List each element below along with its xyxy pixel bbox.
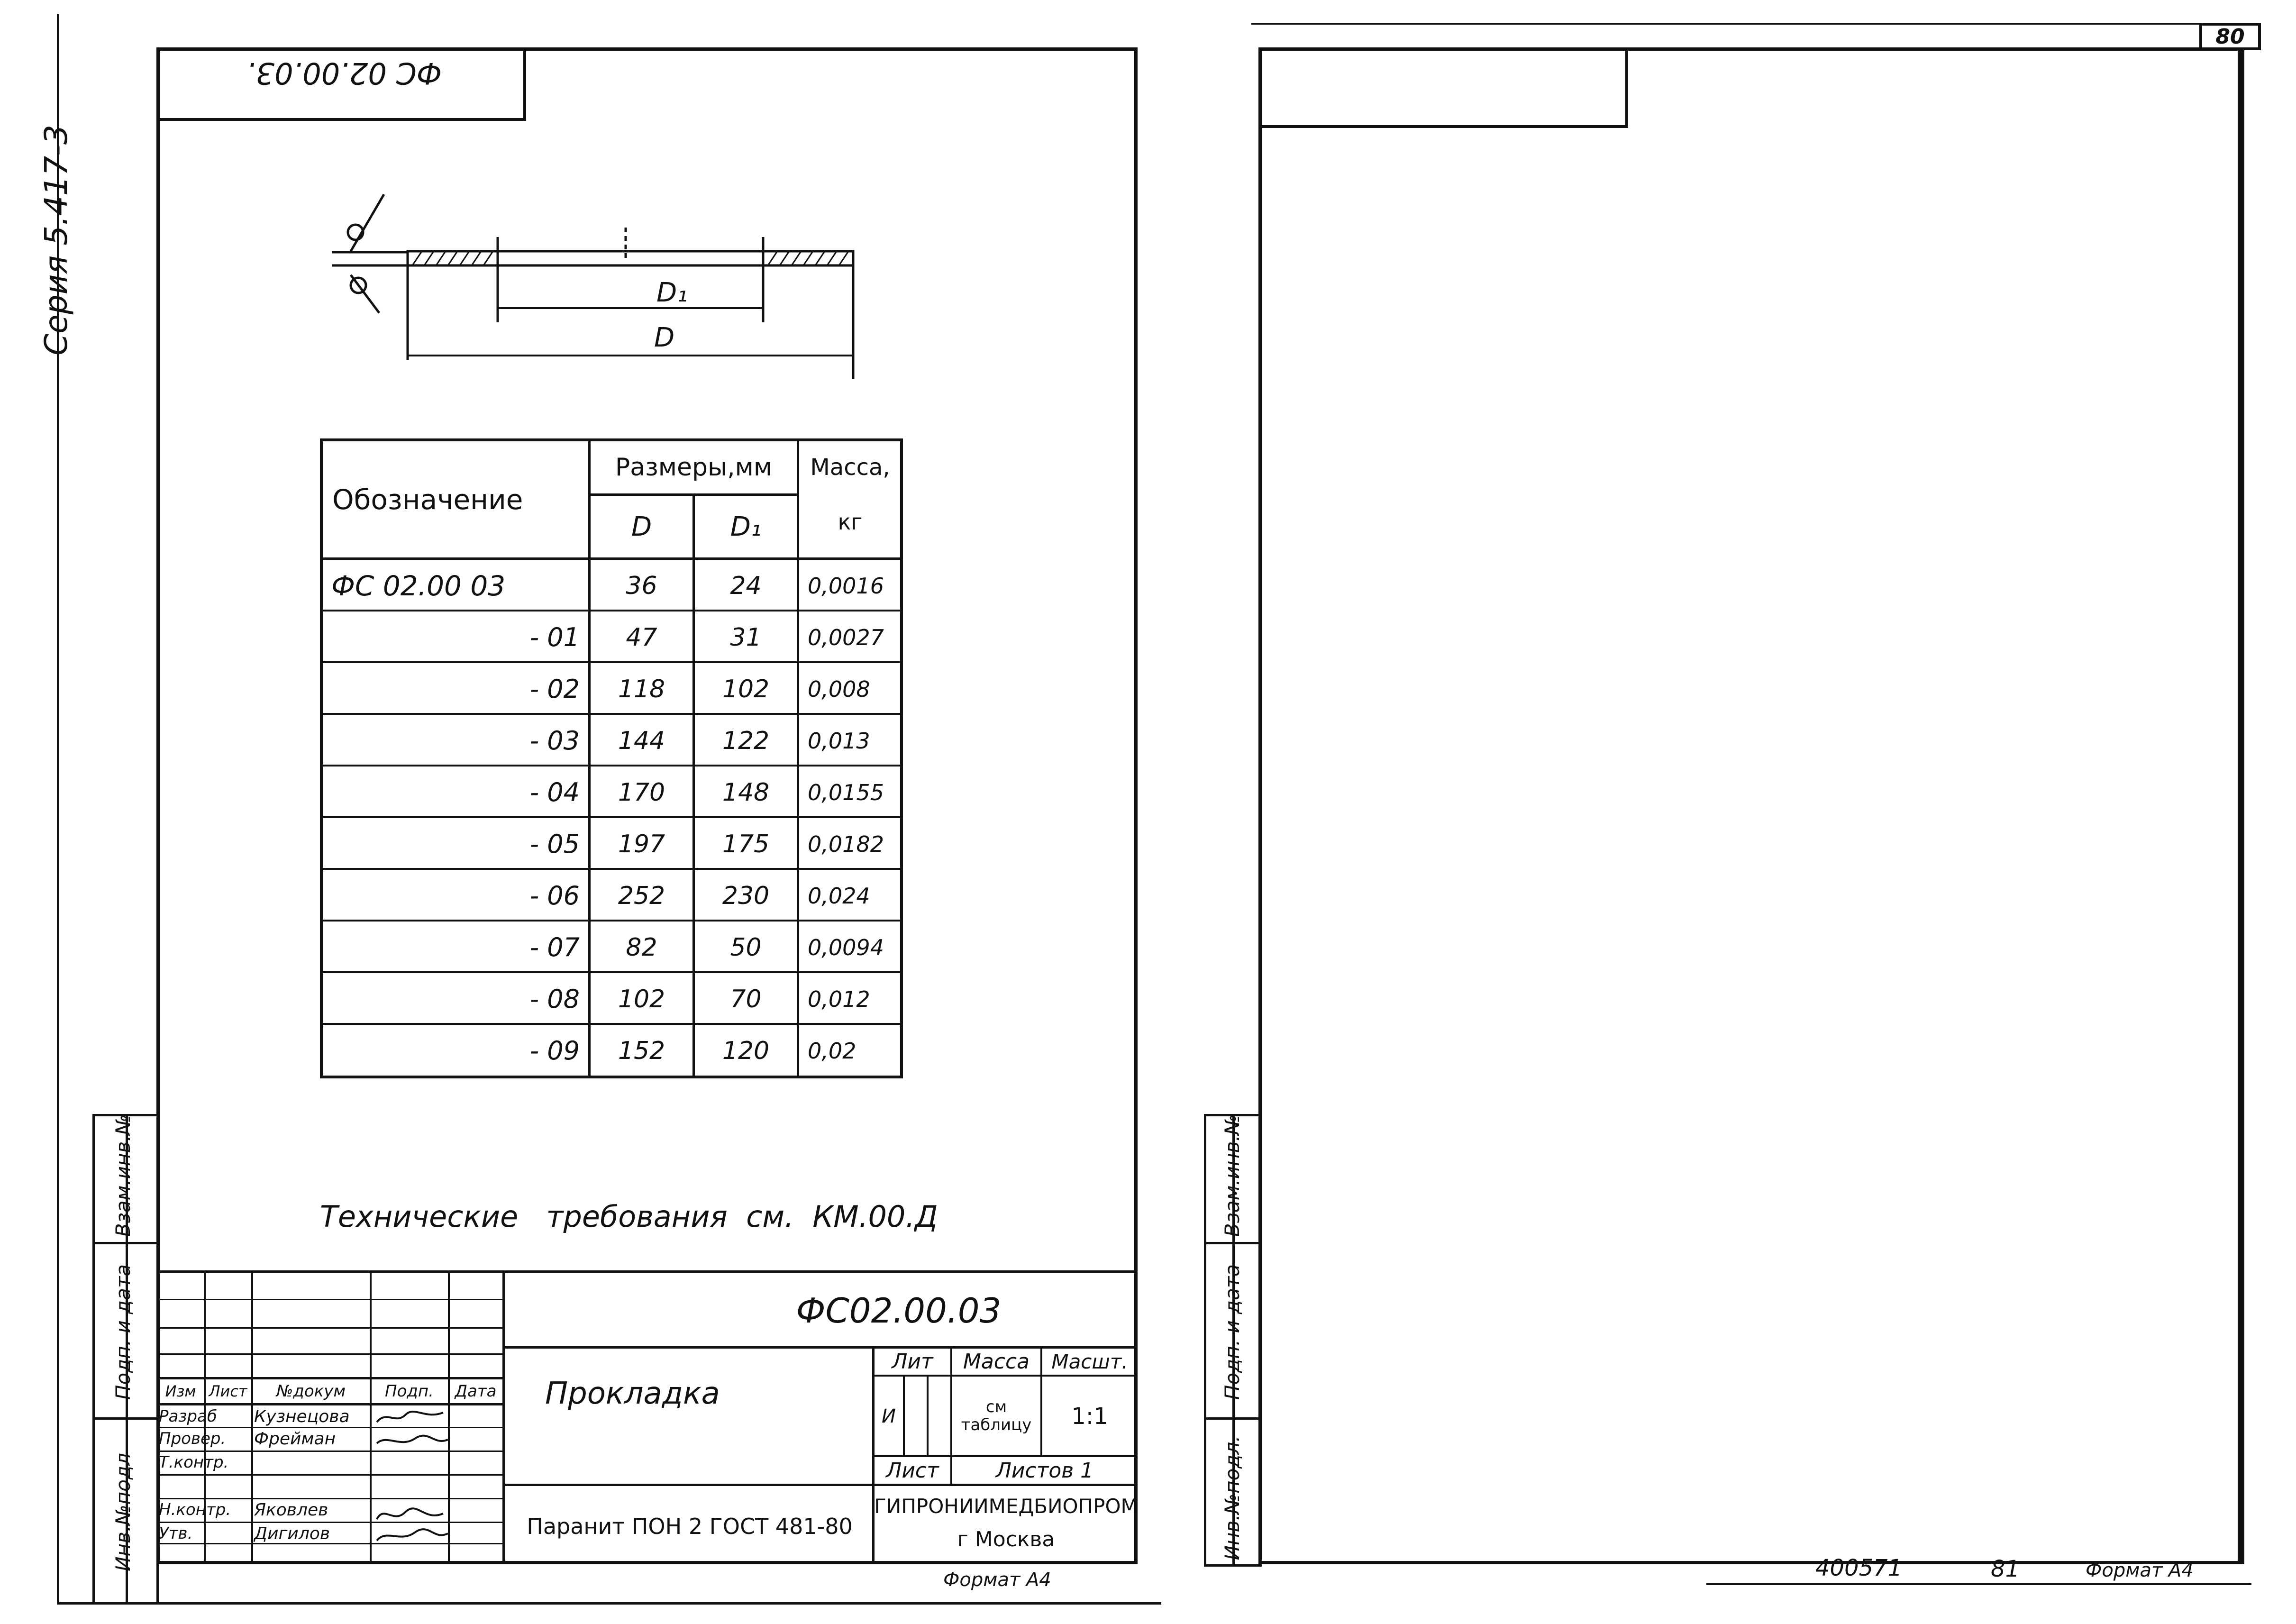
- cell-designation: - 01: [529, 622, 580, 652]
- role-label: Провер.: [159, 1429, 226, 1448]
- cell-d: 118: [618, 675, 665, 703]
- tb-city: г Москва: [957, 1527, 1055, 1551]
- col-header-date: Дата: [455, 1382, 497, 1401]
- role-label: Утв.: [159, 1524, 193, 1543]
- side-label-sign-date: Подп. и дата: [111, 1264, 135, 1400]
- header-d1: D₁: [730, 511, 762, 542]
- top-stamp-text: ФС 02.00.03.: [246, 56, 442, 91]
- cell-mass: 0,0094: [808, 934, 884, 960]
- left-format: Формат А4: [943, 1569, 1051, 1591]
- hatching: [412, 251, 848, 265]
- cell-mass: 0,013: [808, 728, 870, 754]
- cell-designation: - 08: [529, 984, 580, 1014]
- cell-mass: 0,008: [808, 676, 870, 702]
- cell-d: 144: [618, 726, 665, 755]
- tech-requirements: Технические требования см. КМ.00.Д: [320, 1199, 938, 1234]
- table-row: [323, 973, 901, 1025]
- table-row: [323, 663, 901, 715]
- right-stamp-box: [1258, 47, 1628, 128]
- col-header-sign: Подп.: [385, 1382, 434, 1401]
- side-label-inv-orig: Инв.№подл: [111, 1453, 135, 1571]
- cell-designation: ФС 02.00 03: [331, 569, 506, 602]
- cell-designation: - 09: [529, 1036, 580, 1066]
- cell-d1: 70: [730, 985, 762, 1013]
- right-inner-frame: [1258, 47, 2244, 1564]
- col-header-list: Лист: [209, 1382, 247, 1400]
- cell-mass: 0,02: [808, 1038, 856, 1064]
- cell-mass: 0,0027: [808, 624, 884, 650]
- cell-d: 152: [618, 1036, 665, 1065]
- cell-d: 252: [618, 881, 665, 910]
- cell-d1: 148: [722, 778, 770, 807]
- col-header-doc: №докум: [276, 1382, 346, 1401]
- cell-d1: 50: [730, 933, 762, 962]
- cell-mass: 0,0016: [808, 573, 884, 599]
- tb-mass-header: Масса: [963, 1350, 1030, 1374]
- cell-d1: 175: [722, 830, 770, 858]
- cell-d: 47: [626, 623, 657, 652]
- table-row: [323, 1025, 901, 1077]
- role-label: [159, 1475, 251, 1497]
- table-row: [323, 870, 901, 921]
- cell-d1: 102: [722, 675, 770, 703]
- role-name: Фрейман: [254, 1429, 336, 1449]
- table-row: [323, 921, 901, 973]
- cell-d1: 120: [722, 1036, 770, 1065]
- cell-mass: 0,0182: [808, 831, 884, 857]
- cell-d: 82: [626, 933, 657, 962]
- tb-sheets-label: Листов 1: [995, 1458, 1094, 1483]
- tb-material: Паранит ПОН 2 ГОСТ 481-80: [527, 1514, 853, 1539]
- header-mass-unit: кг: [838, 509, 863, 535]
- footer-code: 400571: [1815, 1555, 1903, 1581]
- cell-designation: - 07: [529, 932, 580, 962]
- cell-d: 197: [618, 830, 665, 858]
- cell-designation: - 03: [529, 726, 580, 756]
- tb-scale-value: 1:1: [1071, 1403, 1108, 1430]
- table-row: [323, 560, 901, 611]
- signatures: [372, 1405, 453, 1548]
- tb-sheet-label: Лист: [886, 1458, 939, 1483]
- series-label: Серия 5.417-3: [38, 125, 74, 356]
- cell-mass: 0,0155: [808, 779, 884, 805]
- tb-mass-value: см таблицу: [961, 1397, 1032, 1434]
- role-label: Разраб: [159, 1407, 217, 1426]
- footer-page: 81: [1991, 1556, 2020, 1582]
- header-d: D: [631, 511, 652, 542]
- dim-lines: [408, 308, 853, 356]
- page-number: 80: [2215, 24, 2245, 49]
- cell-designation: - 04: [529, 777, 580, 807]
- side-label-inv-replace: Взам.инв.№: [111, 1114, 135, 1237]
- header-designation: Обозначение: [332, 483, 523, 516]
- header-sizes: Размеры,мм: [615, 453, 773, 482]
- right-side-label-inv-orig: Инв.№подл.: [1221, 1435, 1244, 1560]
- cell-d1: 24: [730, 571, 762, 600]
- gasket-drawing: [322, 180, 867, 389]
- role-name: [254, 1475, 370, 1497]
- table-row: [323, 715, 901, 766]
- role-name: [254, 1451, 370, 1473]
- tb-name: Прокладка: [545, 1376, 720, 1411]
- cell-designation: - 06: [529, 881, 580, 911]
- header-mass: Масса,: [810, 454, 890, 481]
- tb-scale-header: Масшт.: [1051, 1350, 1128, 1373]
- role-name: Яковлев: [254, 1500, 328, 1520]
- cell-designation: - 05: [529, 829, 580, 859]
- right-format: Формат А4: [2086, 1560, 2194, 1581]
- roughness-mark: [348, 194, 384, 313]
- col-header-izm: Изм: [165, 1382, 196, 1400]
- role-name: Дигилов: [254, 1524, 330, 1543]
- cell-d1: 31: [730, 623, 762, 652]
- right-side-label-inv-replace: Взам.инв.№: [1221, 1114, 1244, 1237]
- cell-d: 170: [618, 778, 665, 807]
- dim-label-d1: D₁: [656, 277, 688, 308]
- tb-designation: ФС02.00.03: [796, 1291, 1002, 1331]
- cell-d: 102: [618, 985, 665, 1013]
- tb-lit-value: И: [882, 1405, 896, 1427]
- tb-org: ГИПРОНИИМЕДБИОПРОМ: [874, 1495, 1138, 1518]
- role-name: Кузнецова: [254, 1406, 350, 1426]
- tb-lit-header: Лит: [892, 1350, 933, 1374]
- cell-d1: 230: [722, 881, 770, 910]
- table-row: [323, 611, 901, 663]
- dim-label-d: D: [654, 322, 675, 353]
- table-row: [323, 766, 901, 818]
- table-row: [323, 818, 901, 870]
- cell-d1: 122: [722, 726, 770, 755]
- sizes-table: [320, 438, 903, 1078]
- cell-mass: 0,012: [808, 986, 870, 1012]
- role-label: Н.контр.: [159, 1500, 231, 1519]
- cell-designation: - 02: [529, 674, 580, 704]
- role-label: Т.контр.: [159, 1453, 229, 1472]
- cell-mass: 0,024: [808, 883, 870, 909]
- right-side-label-sign-date: Подп. и дата: [1221, 1264, 1244, 1400]
- cell-d: 36: [626, 571, 657, 600]
